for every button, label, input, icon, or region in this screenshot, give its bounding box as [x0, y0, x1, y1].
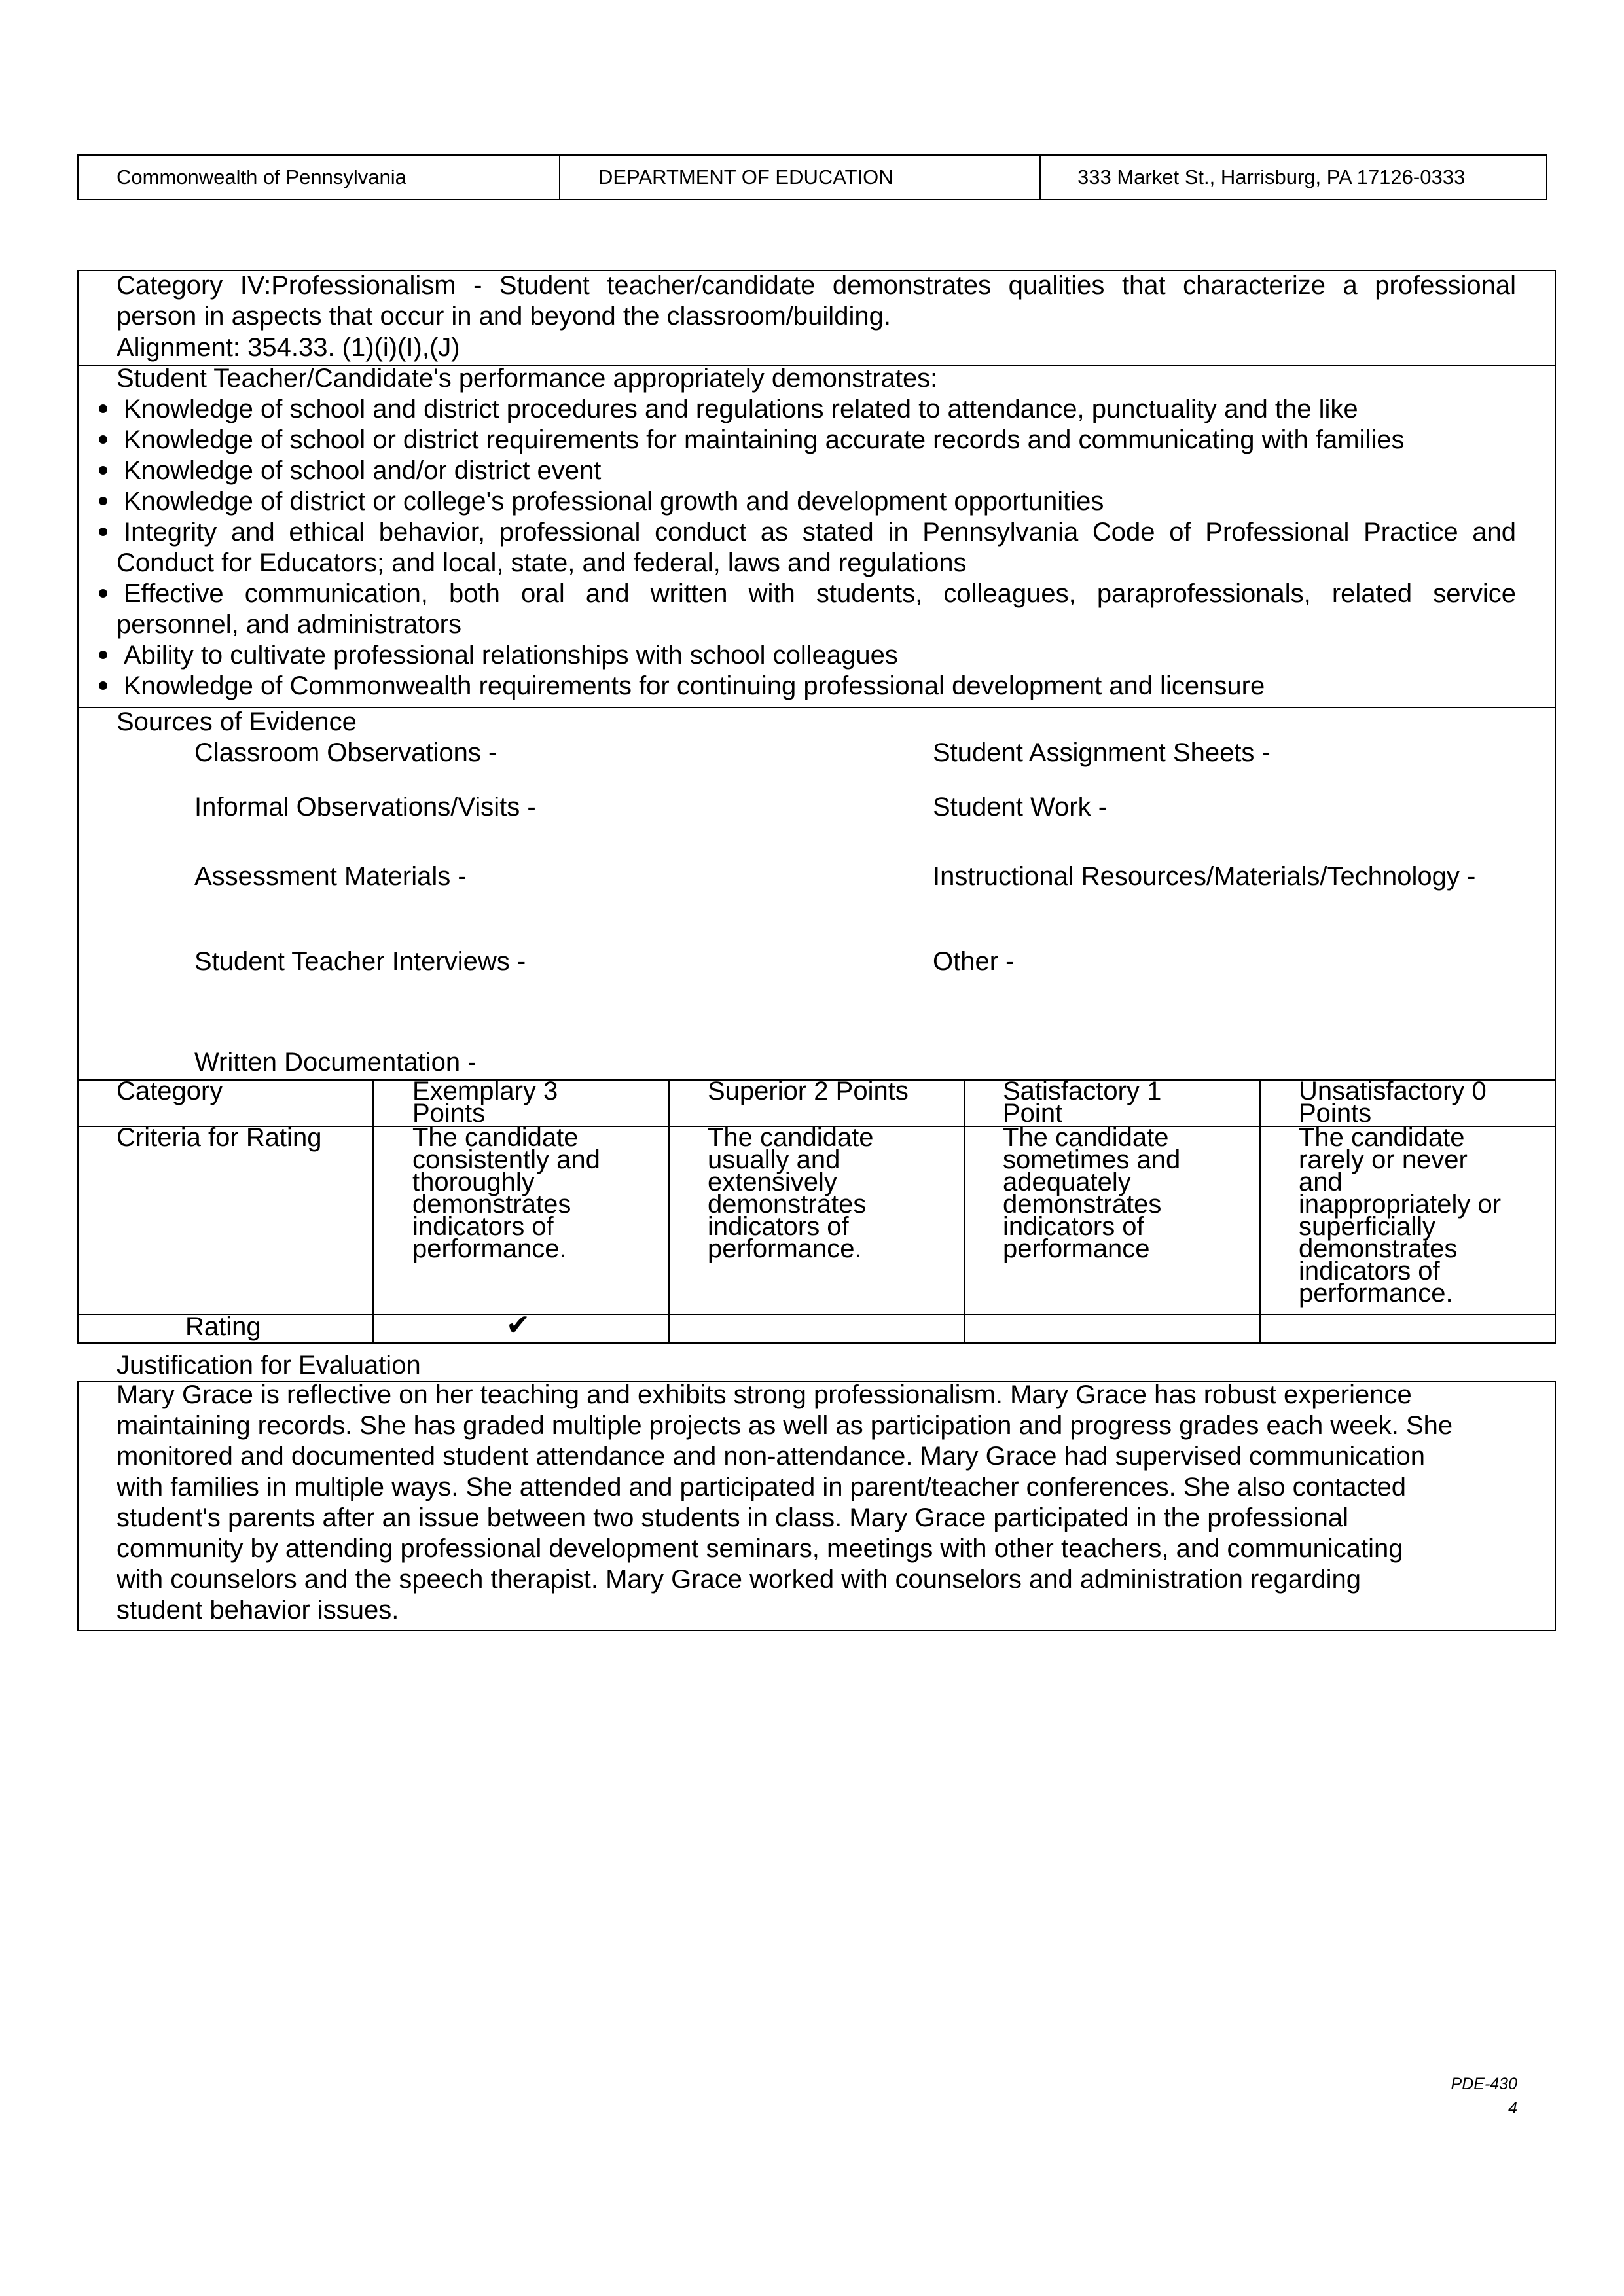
satisfactory-criteria: The candidate sometimes and adequately demonstrates indicators of performance: [1003, 1123, 1181, 1263]
evidence-informal-observations: Informal Observations/Visits -: [194, 793, 536, 821]
criteria-label: Criteria for Rating: [117, 1123, 322, 1152]
category-title-line2: person in aspects that occur in and beyond the classroom/building.: [117, 302, 891, 331]
indicator-attendance: Knowledge of school and district procedures and regulations related to attendance, punctuality and the like: [124, 395, 1358, 423]
justification-line: Mary Grace is reflective on her teaching and exhibits strong professionalism. Mary Grace has robust experience: [117, 1380, 1412, 1409]
page-number: 4: [1508, 2099, 1517, 2117]
header-department: DEPARTMENT OF EDUCATION: [560, 156, 1041, 199]
justification-line: with counselors and the speech therapist. Mary Grace worked with counselors and administration regarding: [117, 1565, 1361, 1594]
evidence-written-documentation: Written Documentation -: [194, 1048, 477, 1077]
exemplary-criteria: The candidate consistently and thoroughly demonstrates indicators of performance.: [412, 1123, 600, 1263]
evidence-other: Other -: [933, 947, 1015, 976]
evidence-interviews: Student Teacher Interviews -: [194, 947, 526, 976]
superior-criteria: The candidate usually and extensively demonstrates indicators of performance.: [708, 1123, 874, 1263]
indicator-growth: Knowledge of district or college's professional growth and development opportunities: [124, 487, 1104, 516]
evidence-assignment-sheets: Student Assignment Sheets -: [933, 738, 1271, 767]
header-agency: Commonwealth of Pennsylvania: [79, 156, 560, 199]
bullet-icon: [99, 681, 107, 690]
exemplary-header: Exemplary 3 Points: [412, 1077, 558, 1128]
justification-heading: Justification for Evaluation: [117, 1351, 421, 1380]
unsatisfactory-criteria: The candidate rarely or never and inappropriately or superficially demonstrates indicators of performance.: [1299, 1123, 1502, 1308]
justification-line: monitored and documented student attendance and non-attendance. Mary Grace had supervised communication: [117, 1442, 1426, 1471]
justification-line: student's parents after an issue between two students in class. Mary Grace participated in the professional: [117, 1503, 1348, 1532]
performance-intro: Student Teacher/Candidate's performance appropriately demonstrates:: [117, 364, 938, 393]
evidence-heading: Sources of Evidence: [117, 708, 357, 736]
superior-header: Superior 2 Points: [708, 1077, 909, 1105]
indicator-integrity-line1: Integrity and ethical behavior, professional conduct as stated in Pennsylvania Code of Professional Practice and: [124, 518, 1516, 547]
unsatisfactory-header: Unsatisfactory 0 Points: [1299, 1077, 1487, 1128]
indicator-communication-line2: personnel, and administrators: [117, 610, 461, 639]
bullet-icon: [99, 497, 107, 505]
bullet-icon: [99, 435, 107, 444]
justification-line: with families in multiple ways. She attended and participated in parent/teacher conferences. She also contacted: [117, 1473, 1407, 1501]
category-title-line1: Category IV:Professionalism - Student teacher/candidate demonstrates qualities that characterize a professional: [117, 271, 1516, 300]
rating-label: Rating: [185, 1312, 261, 1341]
evidence-student-work: Student Work -: [933, 793, 1108, 821]
justification-line: maintaining records. She has graded multiple projects as well as participation and progress grades each week. She: [117, 1411, 1453, 1440]
bullet-icon: [99, 528, 107, 536]
bullet-icon: [99, 651, 107, 659]
satisfactory-header: Satisfactory 1 Point: [1003, 1077, 1162, 1128]
indicator-relationships: Ability to cultivate professional relationships with school colleagues: [124, 641, 898, 670]
evidence-instructional-resources: Instructional Resources/Materials/Technology -: [933, 862, 1476, 891]
evidence-classroom-observations: Classroom Observations -: [194, 738, 497, 767]
indicator-records: Knowledge of school or district requirements for maintaining accurate records and communicating with families: [124, 425, 1405, 454]
indicator-events: Knowledge of school and/or district event: [124, 456, 602, 485]
evidence-assessment-materials: Assessment Materials -: [194, 862, 467, 891]
category-alignment: Alignment: 354.33. (1)(i)(I),(J): [117, 333, 460, 362]
bullet-icon: [99, 466, 107, 475]
header-bar: [77, 154, 1547, 200]
justification-line: community by attending professional development seminars, meetings with other teachers, and communicating: [117, 1534, 1403, 1563]
indicator-communication-line1: Effective communication, both oral and written with students, colleagues, paraprofessionals, related service: [124, 579, 1516, 608]
rating-category-label: Category: [117, 1077, 223, 1105]
indicator-licensure: Knowledge of Commonwealth requirements for continuing professional development and licensure: [124, 672, 1265, 700]
justification-line: student behavior issues.: [117, 1596, 399, 1624]
indicator-integrity-line2: Conduct for Educators; and local, state, and federal, laws and regulations: [117, 548, 967, 577]
bullet-icon: [99, 404, 107, 413]
bullet-icon: [99, 589, 107, 598]
form-number: PDE-430: [1451, 2075, 1517, 2093]
header-address: 333 Market St., Harrisburg, PA 17126-0333: [1077, 166, 1466, 188]
checkmark-icon: ✔: [506, 1308, 530, 1342]
